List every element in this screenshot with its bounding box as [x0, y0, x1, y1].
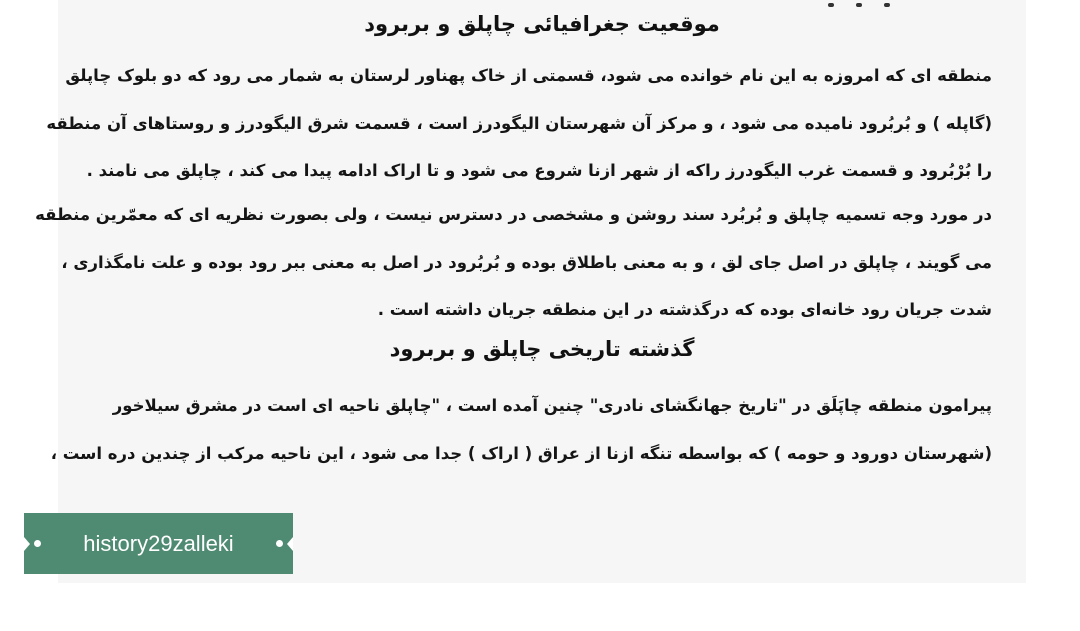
text-line: شدت جریان رود خانه‌ای بوده که درگذشته در این منطقه جریان داشته است . [377, 300, 992, 319]
text-line: را بُرْبُرود و قسمت غرب الیگودرز راکه از شهر ازنا شروع می شود و تا اراک ادامه پیدا می کند ، چاپلق می نامند . [86, 161, 992, 180]
text-line: (گاپله ) و بُربُرود نامیده می شود ، و مرکز آن شهرستان الیگودرز است ، قسمت شرق الیگودرز و روستاهای آن منطقه [46, 113, 992, 133]
text-line: پیرامون منطقه چاپَلَق در "تاریخ جهانگشای نادری" چنین آمده است ، "چاپلق ناحیه ای است در مشرق سیلاخور [112, 396, 992, 415]
section-heading-history: گذشته تاریخی چاپلق و بربرود [389, 337, 695, 361]
scanned-page [35, 0, 1026, 583]
text-line: منطقه ای که امروزه به این نام خوانده می شود، قسمتی از خاک پهناور لرستان به شمار می رود که دو بلوک چاپلق [65, 66, 992, 85]
dot-icon [276, 540, 283, 547]
notch-left-icon [24, 537, 30, 551]
notch-right-icon [287, 537, 293, 551]
paragraph-location [46, 52, 992, 195]
section-heading-geography: موقعیت جغرافیائی چاپلق و بربرود [364, 12, 720, 36]
paragraph-history [50, 382, 992, 477]
text-line: در مورد وجه تسمیه چاپلق و بُربُرد سند روشن و مشخصی در دسترس نیست ، ولی بصورت نظریه ای که معمّرین منطقه [35, 205, 992, 224]
watermark-text: history29zalleki [83, 530, 234, 556]
channel-watermark [24, 513, 293, 574]
paragraph-etymology [35, 191, 992, 334]
cropped-text-fragment [806, 0, 966, 4]
text-line: (شهرستان دورود و حومه ) که بواسطه تنگه ازنا از عراق ( اراک ) جدا می شود ، این ناحیه مرکب از چندین دره است ، [50, 443, 992, 463]
text-line: می گویند ، چاپلق در اصل جای لق ، و به معنی باطلاق بوده و بُربُرود در اصل به معنی ببر رود بوده و علت نامگذاری ، [61, 252, 992, 272]
dot-icon [34, 540, 41, 547]
